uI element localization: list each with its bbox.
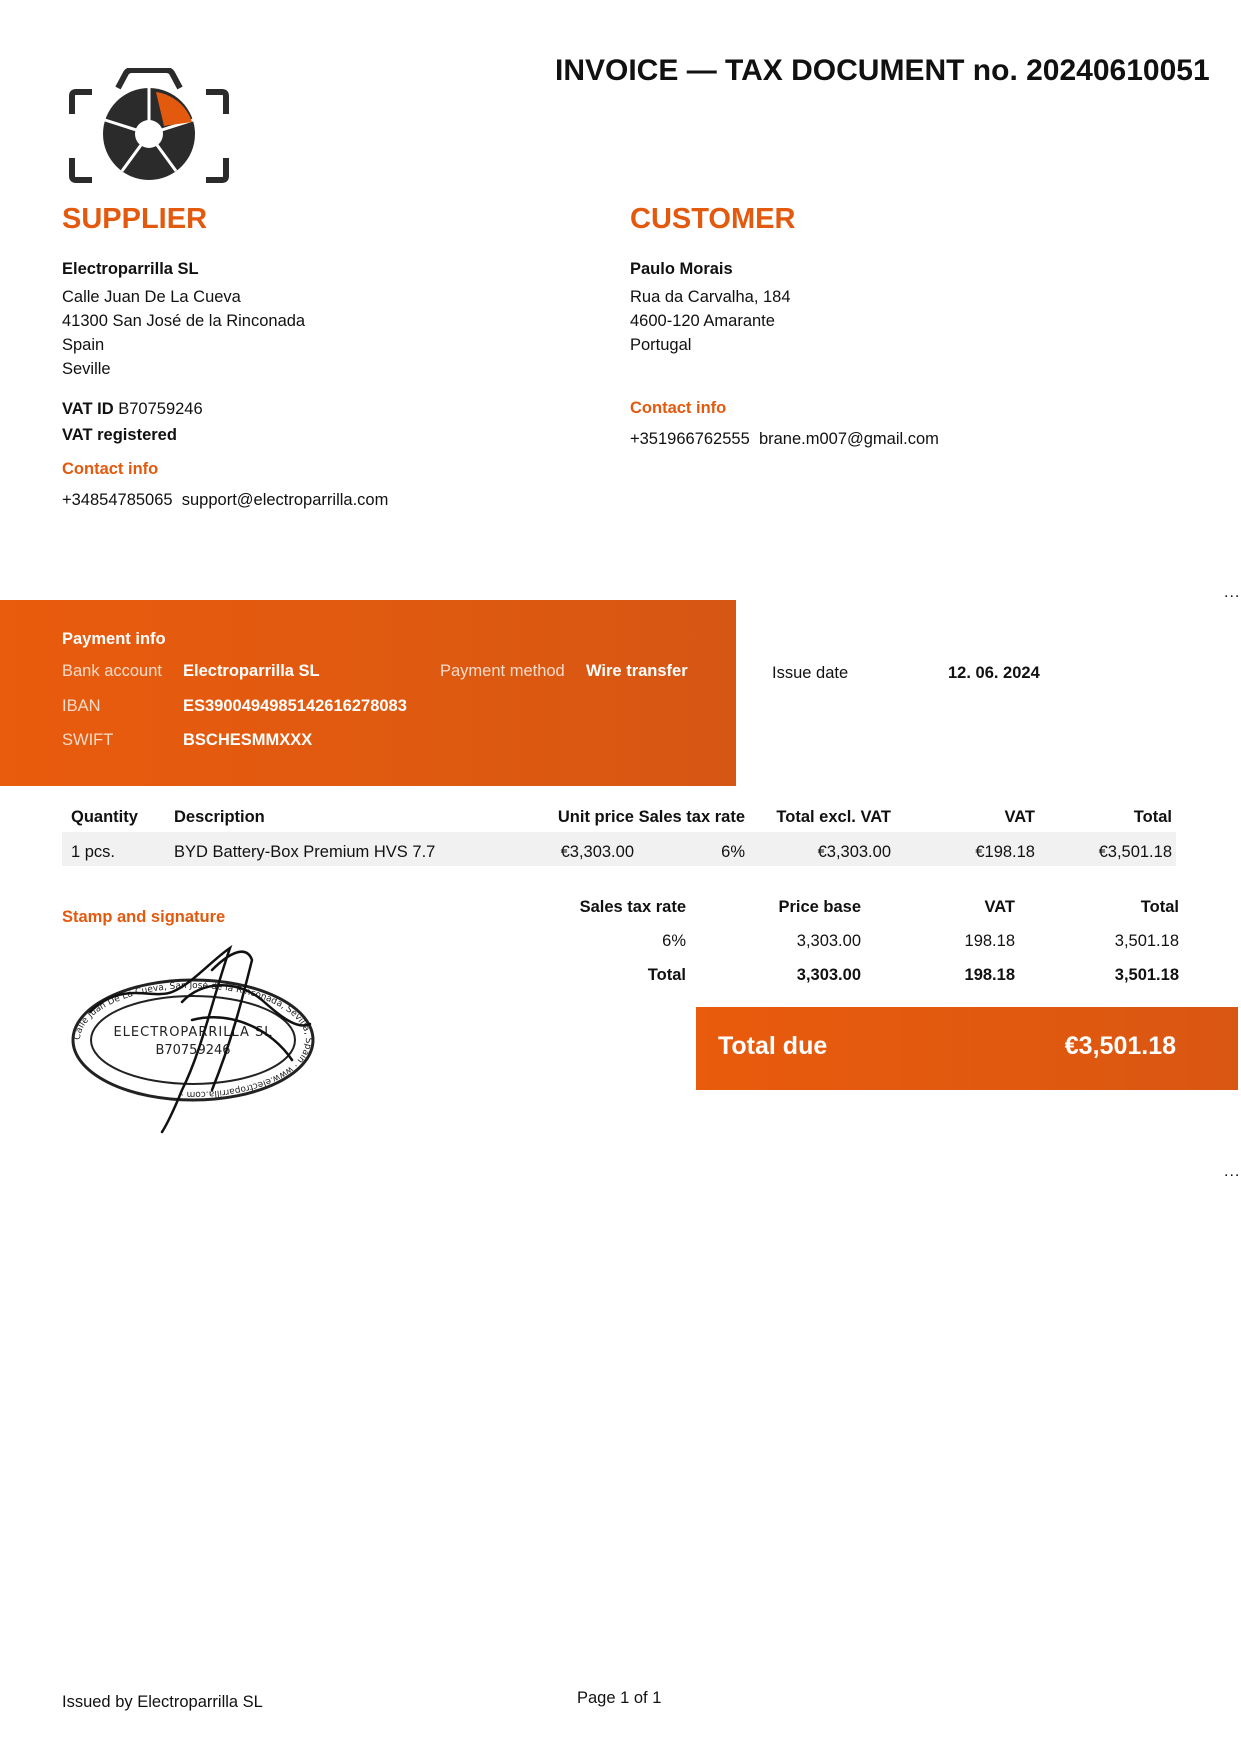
bank-account-label: Bank account	[62, 662, 162, 680]
customer-address-line: Portugal	[630, 336, 692, 354]
supplier-heading: SUPPLIER	[62, 203, 208, 235]
col-header-description: Description	[174, 808, 265, 826]
payment-method-value: Wire transfer	[586, 662, 688, 680]
ellipsis-marker: ...	[1224, 584, 1241, 601]
summary-header-price-base: Price base	[778, 898, 861, 916]
total-due-box	[696, 1007, 1238, 1090]
customer-phone: +351966762555	[630, 430, 750, 448]
payment-method-label: Payment method	[440, 662, 565, 680]
supplier-vat-line	[62, 397, 203, 421]
cell-total: €3,501.18	[1098, 843, 1172, 861]
supplier-contact-label: Contact info	[62, 460, 159, 478]
iban-label: IBAN	[62, 697, 101, 715]
summary-cell-rate: 6%	[662, 932, 686, 950]
camera-aperture-icon	[68, 68, 230, 186]
col-header-vat: VAT	[1004, 808, 1035, 826]
supplier-vat-status: VAT registered	[62, 426, 177, 444]
customer-contact-label: Contact info	[630, 399, 727, 417]
col-header-quantity: Quantity	[71, 808, 138, 826]
supplier-phone: +34854785065	[62, 491, 173, 509]
summary-total-label: Total	[647, 966, 686, 984]
total-due-value: €3,501.18	[1064, 1032, 1176, 1060]
supplier-vat-id: B70759246	[118, 400, 203, 418]
ellipsis-marker: ...	[1224, 1163, 1241, 1180]
supplier-address-line: 41300 San José de la Rinconada	[62, 312, 306, 330]
customer-heading: CUSTOMER	[630, 203, 796, 235]
customer-address-line: 4600-120 Amarante	[630, 312, 775, 330]
issue-date-label: Issue date	[772, 664, 849, 682]
supplier-name: Electroparrilla SL	[62, 260, 199, 278]
col-header-total-excl-vat: Total excl. VAT	[776, 808, 891, 826]
supplier-address-line: Spain	[62, 336, 105, 354]
summary-header-total: Total	[1140, 898, 1179, 916]
cell-sales-tax-rate: 6%	[721, 843, 745, 861]
svg-text:B70759246: B70759246	[155, 1043, 231, 1058]
customer-address-line: Rua da Carvalha, 184	[630, 288, 791, 306]
svg-text:ELECTROPARRILLA SL: ELECTROPARRILLA SL	[113, 1025, 273, 1040]
cell-vat: €198.18	[975, 843, 1035, 861]
payment-heading: Payment info	[62, 630, 166, 648]
svg-text:Calle Juan De La Cueva, San Jo: Calle Juan De La Cueva, San José de la Rinconada, Sevilla, Spain · www.electroparrilla.com ·	[72, 980, 314, 1100]
summary-cell-total: 3,501.18	[1114, 932, 1179, 950]
company-stamp	[62, 940, 324, 1140]
issue-date-value: 12. 06. 2024	[948, 664, 1040, 682]
iban-value: ES3900494985142616278083	[183, 697, 407, 715]
cell-quantity: 1 pcs.	[71, 843, 116, 861]
bank-account-value: Electroparrilla SL	[183, 662, 320, 680]
summary-total-total: 3,501.18	[1114, 966, 1179, 984]
supplier-vat-label: VAT ID	[62, 400, 114, 418]
col-header-sales-tax-rate: Sales tax rate	[638, 808, 745, 826]
supplier-contact-line	[62, 488, 388, 512]
summary-cell-base: 3,303.00	[796, 932, 861, 950]
summary-cell-vat: 198.18	[964, 932, 1015, 950]
swift-value: BSCHESMMXXX	[183, 731, 313, 749]
supplier-address-line: Calle Juan De La Cueva	[62, 288, 241, 306]
supplier-address-line: Seville	[62, 360, 111, 378]
cell-total-excl-vat: €3,303.00	[817, 843, 891, 861]
col-header-total: Total	[1133, 808, 1172, 826]
summary-total-vat: 198.18	[964, 966, 1015, 984]
stamp-signature-label: Stamp and signature	[62, 908, 226, 926]
total-due-label: Total due	[718, 1032, 828, 1060]
customer-contact-line	[630, 427, 939, 451]
cell-description: BYD Battery-Box Premium HVS 7.7	[174, 843, 436, 861]
summary-header-sales-tax-rate: Sales tax rate	[579, 898, 686, 916]
cell-unit-price: €3,303.00	[560, 843, 634, 861]
swift-label: SWIFT	[62, 731, 114, 749]
summary-total-base: 3,303.00	[796, 966, 861, 984]
invoice-title: INVOICE — TAX DOCUMENT no. 20240610051	[555, 54, 1210, 87]
footer-page-number: Page 1 of 1	[577, 1689, 662, 1707]
supplier-email: support@electroparrilla.com	[181, 491, 389, 509]
footer-issued-by: Issued by Electroparrilla SL	[62, 1693, 263, 1711]
col-header-unit-price: Unit price	[557, 808, 634, 826]
payment-info-band	[0, 600, 736, 786]
summary-header-vat: VAT	[984, 898, 1015, 916]
customer-name: Paulo Morais	[630, 260, 733, 278]
customer-email: brane.m007@gmail.com	[758, 430, 939, 448]
